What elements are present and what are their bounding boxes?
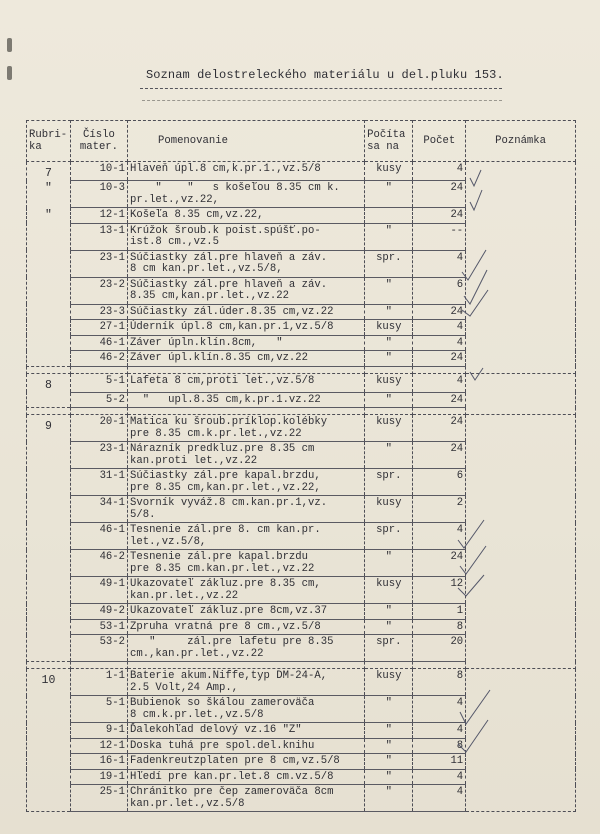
cell-pomenovanie: Súčiastky zál.úder.8.35 cm,vz.22 xyxy=(128,304,365,320)
cell-rubrika xyxy=(27,635,71,662)
cell-pocet: 8 xyxy=(413,738,466,754)
col-header-pocet: Počet xyxy=(413,121,466,162)
cell-pomenovanie: Svorník vyváž.8 cm.kan.pr.1,vz. 5/8. xyxy=(128,496,365,523)
cell-rubrika xyxy=(27,738,71,754)
cell-poznamka xyxy=(466,669,576,696)
separator-cell xyxy=(365,408,413,415)
cell-poznamka xyxy=(466,619,576,635)
cell-pocet: 24 xyxy=(413,442,466,469)
cell-poznamka xyxy=(466,320,576,336)
cell-cislo: 10-3 xyxy=(70,181,127,208)
cell-pocet: 4 xyxy=(413,696,466,723)
cell-cislo: 5-1 xyxy=(70,696,127,723)
cell-rubrika xyxy=(27,723,71,739)
separator-cell xyxy=(27,662,71,669)
cell-rubrika xyxy=(27,769,71,785)
cell-cislo: 49-1 xyxy=(70,577,127,604)
table-row xyxy=(27,335,576,351)
cell-pocita-sa-na: kusy xyxy=(365,373,413,392)
cell-poznamka xyxy=(466,577,576,604)
table-row xyxy=(27,604,576,620)
table-row xyxy=(27,769,576,785)
table-row xyxy=(27,223,576,250)
cell-pocita-sa-na: " xyxy=(365,181,413,208)
cell-rubrika xyxy=(27,304,71,320)
separator-cell xyxy=(128,408,365,415)
cell-rubrika xyxy=(27,223,71,250)
table-row xyxy=(27,754,576,770)
cell-pocet: 4 xyxy=(413,723,466,739)
separator-cell xyxy=(70,662,127,669)
cell-pocita-sa-na: " xyxy=(365,304,413,320)
cell-pocita-sa-na: " xyxy=(365,392,413,408)
cell-pomenovanie: Hlaveň úpl.8 cm,k.pr.1.,vz.5/8 xyxy=(128,162,365,181)
cell-pocita-sa-na: " xyxy=(365,277,413,304)
col-header-pomenovanie: Pomenovanie xyxy=(128,121,365,162)
cell-pocita-sa-na: " xyxy=(365,223,413,250)
table-row xyxy=(27,320,576,336)
table-row xyxy=(27,277,576,304)
cell-pocet: 24 xyxy=(413,415,466,442)
cell-pocet: 24 xyxy=(413,550,466,577)
cell-pomenovanie: Bubienok so škálou zameroväča 8 cm.k.pr.let.,vz.5/8 xyxy=(128,696,365,723)
table-row xyxy=(27,738,576,754)
cell-pocet: 6 xyxy=(413,277,466,304)
cell-cislo: 1-1 xyxy=(70,669,127,696)
cell-pocita-sa-na: spr. xyxy=(365,250,413,277)
cell-cislo: 53-1 xyxy=(70,619,127,635)
cell-cislo: 49-2 xyxy=(70,604,127,620)
separator-cell xyxy=(27,408,71,415)
cell-rubrika: " xyxy=(27,208,71,224)
cell-poznamka xyxy=(466,738,576,754)
cell-rubrika xyxy=(27,496,71,523)
cell-pomenovanie: " " s košeľou 8.35 cm k. pr.let.,vz.22, xyxy=(128,181,365,208)
cell-pocita-sa-na: " xyxy=(365,754,413,770)
table-row xyxy=(27,162,576,181)
cell-rubrika: 10 xyxy=(27,669,71,696)
cell-pocita-sa-na: " xyxy=(365,785,413,812)
col-header-pocita-sa-na: Počíta sa na xyxy=(365,121,413,162)
separator-cell xyxy=(466,366,576,373)
separator-cell xyxy=(413,408,466,415)
cell-pocita-sa-na: " xyxy=(365,696,413,723)
cell-pocet: 24 xyxy=(413,304,466,320)
cell-pomenovanie: Úderník úpl.8 cm,kan.pr.1,vz.5/8 xyxy=(128,320,365,336)
cell-pocet: 4 xyxy=(413,523,466,550)
cell-cislo: 5-2 xyxy=(70,392,127,408)
cell-pocita-sa-na: kusy xyxy=(365,496,413,523)
table-row xyxy=(27,392,576,408)
cell-pomenovanie: Ukazovateľ zákluz.pre 8cm,vz.37 xyxy=(128,604,365,620)
cell-poznamka xyxy=(466,785,576,812)
cell-cislo: 53-2 xyxy=(70,635,127,662)
cell-pocet: 24 xyxy=(413,351,466,367)
group-separator xyxy=(27,408,576,415)
cell-poznamka xyxy=(466,392,576,408)
cell-pomenovanie: Súčiastky zál.pre hlaveň a záv. 8 cm kan.pr.let.,vz.5/8, xyxy=(128,250,365,277)
cell-rubrika xyxy=(27,392,71,408)
cell-rubrika xyxy=(27,577,71,604)
cell-rubrika xyxy=(27,604,71,620)
cell-rubrika: " xyxy=(27,181,71,208)
cell-cislo: 9-1 xyxy=(70,723,127,739)
cell-pomenovanie: Súčiastky zál.pre kapal.brzdu, pre 8.35 cm,kan.pr.let.,vz.22, xyxy=(128,469,365,496)
cell-rubrika: 7 xyxy=(27,162,71,181)
cell-pomenovanie: " upl.8.35 cm,k.pr.1.vz.22 xyxy=(128,392,365,408)
cell-rubrika: 9 xyxy=(27,415,71,442)
cell-pomenovanie: Matica ku šroub.príklop.kolébky pre 8.35 cm.k.pr.let.,vz.22 xyxy=(128,415,365,442)
cell-cislo: 34-1 xyxy=(70,496,127,523)
cell-cislo: 46-2 xyxy=(70,351,127,367)
cell-poznamka xyxy=(466,373,576,392)
cell-cislo: 5-1 xyxy=(70,373,127,392)
cell-poznamka xyxy=(466,162,576,181)
cell-pocet: 24 xyxy=(413,181,466,208)
cell-pomenovanie: Hľedí pre kan.pr.let.8 cm.vz.5/8 xyxy=(128,769,365,785)
cell-pocita-sa-na: " xyxy=(365,550,413,577)
cell-rubrika xyxy=(27,523,71,550)
document-title: Soznam delostreleckého materiálu u del.pluku 153. xyxy=(146,68,504,82)
cell-pomenovanie: Nárazník predkluz.pre 8.35 cm kan.proti let.,vz.22 xyxy=(128,442,365,469)
cell-poznamka xyxy=(466,223,576,250)
table-row xyxy=(27,208,576,224)
cell-poznamka xyxy=(466,754,576,770)
cell-cislo: 16-1 xyxy=(70,754,127,770)
cell-pomenovanie: Krúžok šroub.k poist.spúšť.po- ist.8 cm.,vz.5 xyxy=(128,223,365,250)
table-row xyxy=(27,696,576,723)
cell-pocita-sa-na: " xyxy=(365,738,413,754)
cell-pocet: 8 xyxy=(413,669,466,696)
cell-rubrika xyxy=(27,351,71,367)
cell-pomenovanie: Ukazovateľ zákluz.pre 8.35 cm, kan.pr.let.,vz.22 xyxy=(128,577,365,604)
cell-cislo: 31-1 xyxy=(70,469,127,496)
table-row xyxy=(27,785,576,812)
table-row xyxy=(27,469,576,496)
cell-pocita-sa-na: " xyxy=(365,619,413,635)
cell-cislo: 20-1 xyxy=(70,415,127,442)
table-row xyxy=(27,635,576,662)
cell-pocita-sa-na xyxy=(365,208,413,224)
cell-pocet: 12 xyxy=(413,577,466,604)
cell-pomenovanie: " zál.pre lafetu pre 8.35 cm.,kan.pr.let.,vz.22 xyxy=(128,635,365,662)
cell-pomenovanie: Ďalekohľad delový vz.16 "Z" xyxy=(128,723,365,739)
cell-cislo: 46-1 xyxy=(70,523,127,550)
separator-cell xyxy=(27,366,71,373)
separator-cell xyxy=(413,662,466,669)
cell-cislo: 12-1 xyxy=(70,208,127,224)
separator-cell xyxy=(413,366,466,373)
cell-pocet: 11 xyxy=(413,754,466,770)
table-row xyxy=(27,496,576,523)
table-row xyxy=(27,619,576,635)
cell-pocet: 4 xyxy=(413,335,466,351)
cell-cislo: 46-2 xyxy=(70,550,127,577)
cell-poznamka xyxy=(466,250,576,277)
cell-cislo: 10-1 xyxy=(70,162,127,181)
cell-rubrika xyxy=(27,785,71,812)
cell-pomenovanie: Lafeta 8 cm,proti let.,vz.5/8 xyxy=(128,373,365,392)
cell-cislo: 46-1 xyxy=(70,335,127,351)
table-row xyxy=(27,723,576,739)
table-row xyxy=(27,181,576,208)
cell-rubrika xyxy=(27,754,71,770)
cell-rubrika xyxy=(27,320,71,336)
cell-pocet: 4 xyxy=(413,769,466,785)
cell-pocet: 4 xyxy=(413,785,466,812)
cell-rubrika xyxy=(27,469,71,496)
cell-rubrika xyxy=(27,696,71,723)
cell-pocet: 24 xyxy=(413,208,466,224)
cell-poznamka xyxy=(466,723,576,739)
cell-pocet: 4 xyxy=(413,373,466,392)
table-row xyxy=(27,304,576,320)
cell-pomenovanie: Záver úpln.klín.8cm, " xyxy=(128,335,365,351)
cell-poznamka xyxy=(466,277,576,304)
cell-rubrika xyxy=(27,335,71,351)
cell-pocet: 2 xyxy=(413,496,466,523)
cell-poznamka xyxy=(466,181,576,208)
cell-pocet: -- xyxy=(413,223,466,250)
separator-cell xyxy=(128,662,365,669)
cell-poznamka xyxy=(466,523,576,550)
col-header-poznamka: Poznámka xyxy=(466,121,576,162)
cell-pocet: 1 xyxy=(413,604,466,620)
cell-pomenovanie: Tesnenie zál.pre 8. cm kan.pr. let.,vz.5/8, xyxy=(128,523,365,550)
cell-rubrika xyxy=(27,277,71,304)
cell-pocita-sa-na: kusy xyxy=(365,669,413,696)
cell-pocita-sa-na: kusy xyxy=(365,162,413,181)
cell-pomenovanie: Súčiastky zál.pre hlaveň a záv. 8.35 cm,kan.pr.let.,vz.22 xyxy=(128,277,365,304)
cell-poznamka xyxy=(466,635,576,662)
cell-cislo: 23-1 xyxy=(70,442,127,469)
table-row xyxy=(27,577,576,604)
cell-pocita-sa-na: kusy xyxy=(365,415,413,442)
cell-pocita-sa-na: " xyxy=(365,769,413,785)
cell-poznamka xyxy=(466,604,576,620)
table-body xyxy=(27,162,576,812)
cell-cislo: 23-2 xyxy=(70,277,127,304)
cell-rubrika xyxy=(27,550,71,577)
cell-cislo: 27-1 xyxy=(70,320,127,336)
cell-pocet: 4 xyxy=(413,162,466,181)
table-row xyxy=(27,415,576,442)
cell-rubrika xyxy=(27,442,71,469)
divider xyxy=(142,100,502,101)
col-header-rubrika: Rubri- ka xyxy=(27,121,71,162)
binder-hole xyxy=(7,66,12,80)
separator-cell xyxy=(128,366,365,373)
table-row xyxy=(27,442,576,469)
cell-poznamka xyxy=(466,442,576,469)
col-header-cislo: Číslo mater. xyxy=(70,121,127,162)
table-row xyxy=(27,351,576,367)
binder-hole xyxy=(7,38,12,52)
cell-cislo: 19-1 xyxy=(70,769,127,785)
cell-pocita-sa-na: kusy xyxy=(365,577,413,604)
cell-pomenovanie: Košeľa 8.35 cm,vz.22, xyxy=(128,208,365,224)
cell-cislo: 23-1 xyxy=(70,250,127,277)
cell-poznamka xyxy=(466,769,576,785)
group-separator xyxy=(27,662,576,669)
cell-pocita-sa-na: " xyxy=(365,442,413,469)
separator-cell xyxy=(70,366,127,373)
table-row xyxy=(27,523,576,550)
cell-poznamka xyxy=(466,696,576,723)
cell-pocita-sa-na: kusy xyxy=(365,320,413,336)
cell-pocita-sa-na: spr. xyxy=(365,635,413,662)
table-row xyxy=(27,550,576,577)
cell-pomenovanie: Zpruha vratná pre 8 cm.,vz.5/8 xyxy=(128,619,365,635)
table-row xyxy=(27,669,576,696)
cell-pocita-sa-na: spr. xyxy=(365,523,413,550)
separator-cell xyxy=(70,408,127,415)
group-separator xyxy=(27,366,576,373)
cell-cislo: 12-1 xyxy=(70,738,127,754)
separator-cell xyxy=(365,366,413,373)
cell-pocet: 24 xyxy=(413,392,466,408)
cell-pomenovanie: Záver úpl.klín.8.35 cm,vz.22 xyxy=(128,351,365,367)
cell-pocita-sa-na: spr. xyxy=(365,469,413,496)
cell-cislo: 13-1 xyxy=(70,223,127,250)
cell-poznamka xyxy=(466,550,576,577)
title-underline xyxy=(140,88,502,89)
cell-poznamka xyxy=(466,304,576,320)
cell-pocet: 4 xyxy=(413,320,466,336)
separator-cell xyxy=(466,662,576,669)
cell-pocet: 4 xyxy=(413,250,466,277)
cell-poznamka xyxy=(466,351,576,367)
separator-cell xyxy=(466,408,576,415)
cell-pomenovanie: Baterie akum.Niffe,typ DM-24-A, 2.5 Volt,24 Amp., xyxy=(128,669,365,696)
cell-pocita-sa-na: " xyxy=(365,335,413,351)
cell-pocita-sa-na: " xyxy=(365,723,413,739)
cell-pocet: 20 xyxy=(413,635,466,662)
cell-pocet: 6 xyxy=(413,469,466,496)
separator-cell xyxy=(365,662,413,669)
cell-poznamka xyxy=(466,208,576,224)
cell-cislo: 25-1 xyxy=(70,785,127,812)
cell-rubrika xyxy=(27,619,71,635)
cell-rubrika: 8 xyxy=(27,373,71,392)
cell-poznamka xyxy=(466,415,576,442)
cell-poznamka xyxy=(466,469,576,496)
cell-pomenovanie: Doska tuhá pre spol.del.knihu xyxy=(128,738,365,754)
cell-pocita-sa-na: " xyxy=(365,351,413,367)
table-row xyxy=(27,373,576,392)
cell-pocet: 8 xyxy=(413,619,466,635)
cell-pomenovanie: Tesnenie zál.pre kapal.brzdu pre 8.35 cm.kan.pr.let.,vz.22 xyxy=(128,550,365,577)
cell-rubrika xyxy=(27,250,71,277)
cell-poznamka xyxy=(466,335,576,351)
cell-pocita-sa-na: " xyxy=(365,604,413,620)
cell-cislo: 23-3 xyxy=(70,304,127,320)
cell-pomenovanie: Fadenkreutzplaten pre 8 cm,vz.5/8 xyxy=(128,754,365,770)
header-row xyxy=(27,121,576,162)
cell-poznamka xyxy=(466,496,576,523)
material-table xyxy=(26,120,576,812)
table-row xyxy=(27,250,576,277)
cell-pomenovanie: Chránitko pre čep zameroväča 8cm kan.pr.let.,vz.5/8 xyxy=(128,785,365,812)
